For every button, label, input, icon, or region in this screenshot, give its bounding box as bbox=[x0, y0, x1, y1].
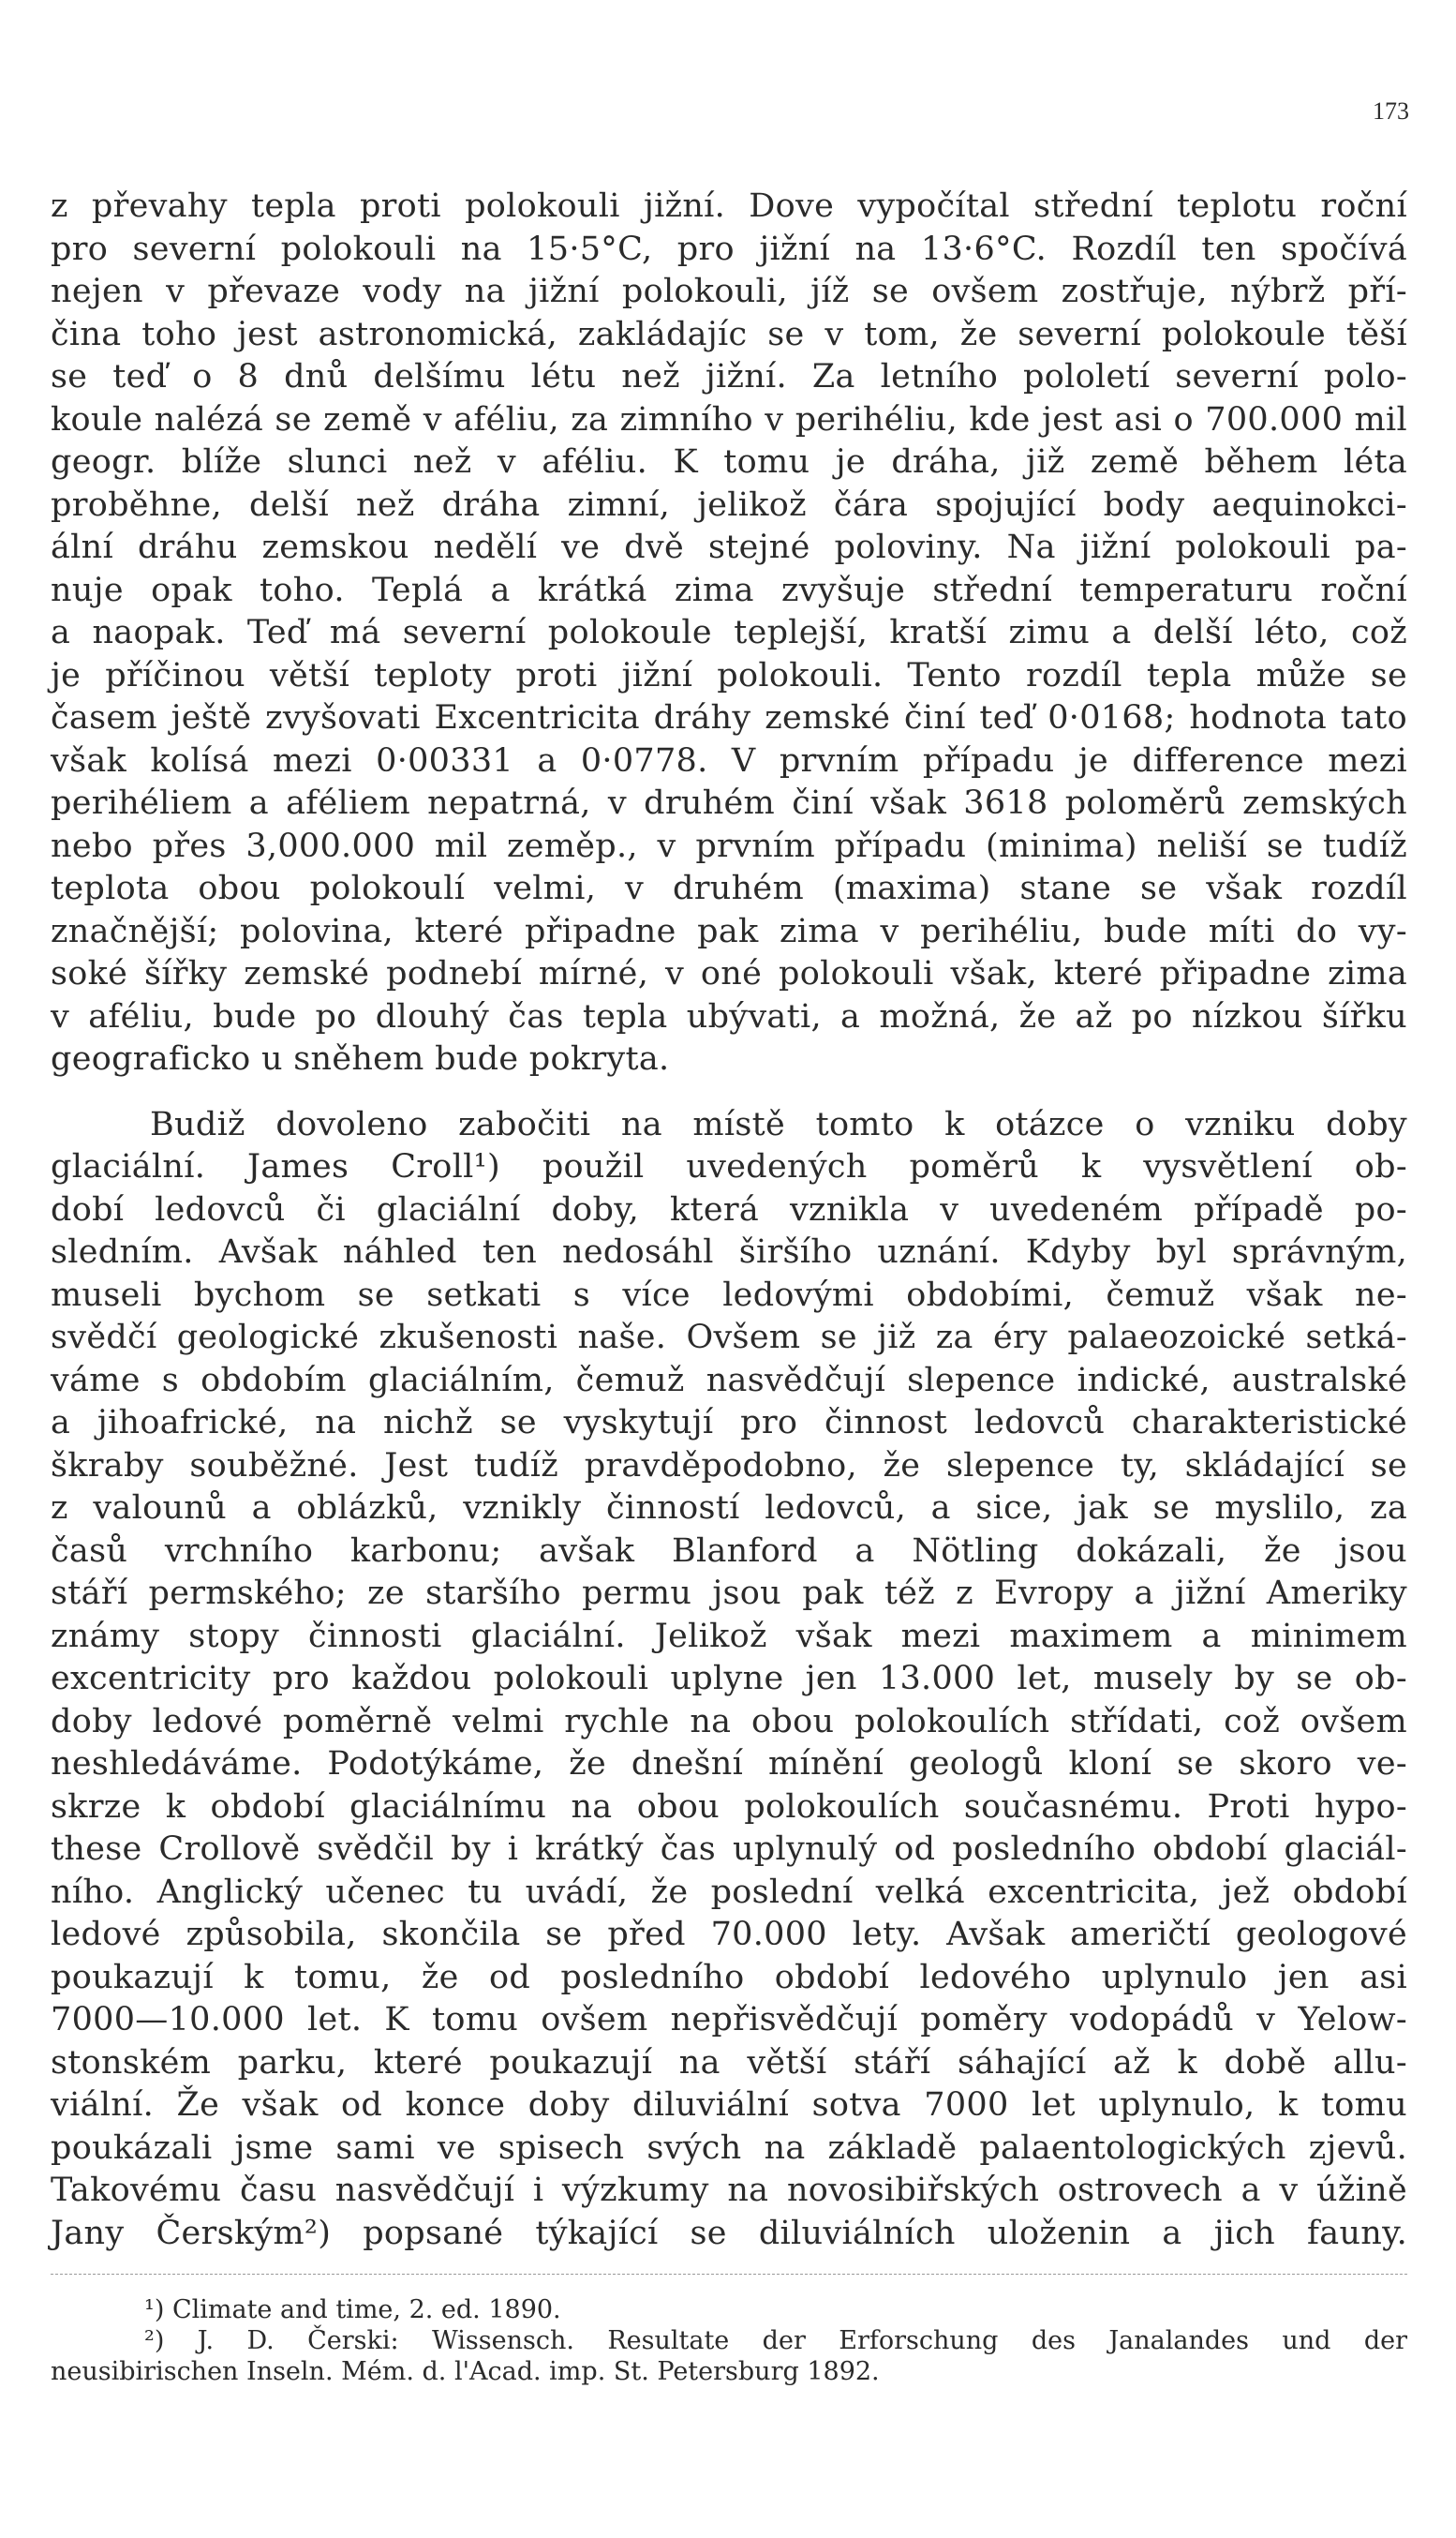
paragraph-1 bbox=[51, 186, 1407, 1082]
text-line: čina toho jest astronomická, zakládajíc se v tom, že severní polokoule těší bbox=[51, 315, 1407, 353]
text-line: váme s obdobím glaciálním, čemuž nasvědčují slepence indické, australské bbox=[51, 1361, 1407, 1399]
paragraph-2 bbox=[51, 1104, 1407, 2256]
text-line: perihéliem a aféliem nepatrná, v druhém činí však 3618 poloměrů zemských bbox=[51, 784, 1407, 822]
text-line: a naopak. Teď má severní polokoule teplejší, kratší zimu a delší léto, což bbox=[51, 614, 1407, 651]
text-line: z valounů a oblázků, vznikly činností ledovců, a sice, jak se myslilo, za bbox=[51, 1489, 1407, 1527]
text-line: časem ještě zvyšovati Excentricita dráhy zemské činí teď 0·0168; hodnota tato bbox=[51, 699, 1407, 737]
text-line: časů vrchního karbonu; avšak Blanford a Nötling dokázali, že jsou bbox=[51, 1531, 1407, 1570]
text-line: Takovému času nasvědčují i výzkumy na novosibiřských ostrovech a v úžině bbox=[51, 2172, 1407, 2209]
text-line: známy stopy činnosti glaciální. Jelikož však mezi maximem a minimem bbox=[51, 1617, 1407, 1655]
text-line: svědčí geologické zkušenosti naše. Ovšem se již za éry palaeozoické setká- bbox=[51, 1319, 1407, 1356]
text-line: Jany Čerským²) popsané týkající se diluviálních uloženin a jich fauny. bbox=[51, 2214, 1407, 2252]
text-line: doby ledové poměrně velmi rychle na obou polokoulích střídati, což ovšem bbox=[51, 1702, 1407, 1740]
text-line: geogr. blíže slunci než v aféliu. K tomu je dráha, již země během léta bbox=[51, 443, 1407, 481]
text-line: ledové způsobila, skončila se před 70.000 lety. Avšak američtí geologové bbox=[51, 1916, 1407, 1953]
text-line: geograficko u sněhem bude pokryta. bbox=[51, 1040, 670, 1078]
text-line: stáří permského; ze staršího permu jsou pak též z Evropy a jižní Ameriky bbox=[51, 1575, 1407, 1612]
text-line: poukazují k tomu, že od posledního období ledového uplynulo jen asi bbox=[51, 1958, 1407, 1996]
text-line: 7000—10.000 let. K tomu ovšem nepřisvědčují poměry vodopádů v Yelow- bbox=[51, 2001, 1407, 2038]
text-line: se teď o 8 dnů delšímu létu než jižní. Za letního pololetí severní polo- bbox=[51, 358, 1407, 396]
text-line: stonském parku, které poukazují na větší stáří sáhající až k době allu- bbox=[51, 2043, 1407, 2082]
text-line: nuje opak toho. Teplá a krátká zima zvyšuje střední temperaturu roční bbox=[51, 571, 1407, 609]
text-line: excentricity pro každou polokouli uplyne jen 13.000 let, musely by se ob- bbox=[51, 1660, 1407, 1697]
footnote-2-continued: neusibirischen Inseln. Mém. d. l'Acad. imp. St. Petersburg 1892. bbox=[51, 2357, 880, 2386]
footnote-divider bbox=[51, 2274, 1407, 2275]
text-line: museli bychom se setkati s více ledovými obdobími, čemuž však ne- bbox=[51, 1276, 1407, 1314]
text-line: Budiž dovoleno zabočiti na místě tomto k otázce o vzniku doby bbox=[150, 1105, 1407, 1143]
text-line: skrze k období glaciálnímu na obou polokoulích současnému. Proti hypo- bbox=[51, 1787, 1407, 1826]
text-line: dobí ledovců či glaciální doby, která vznikla v uvedeném případě po- bbox=[51, 1190, 1407, 1229]
footnote-2: ²) J. D. Čerski: Wissensch. Resultate der Erforschung des Janalandes und der bbox=[144, 2326, 1407, 2355]
text-line: je příčinou větší teploty proti jižní polokouli. Tento rozdíl tepla může se bbox=[51, 656, 1407, 694]
text-line: v aféliu, bude po dlouhý čas tepla ubývati, a možná, že až po nízkou šířku bbox=[51, 997, 1407, 1036]
text-line: soké šířky zemské podnebí mírné, v oné polokouli však, které připadne zima bbox=[51, 955, 1407, 993]
body-text bbox=[51, 186, 1407, 2255]
page-number: 173 bbox=[1373, 97, 1409, 125]
text-line: proběhne, delší než dráha zimní, jelikož čára spojující body aequinokci- bbox=[51, 485, 1407, 524]
text-line: ální dráhu zemskou nedělí ve dvě stejné poloviny. Na jižní polokouli pa- bbox=[51, 529, 1407, 566]
text-line: sledním. Avšak náhled ten nedosáhl širšího uznání. Kdyby byl správným, bbox=[51, 1233, 1407, 1271]
text-line: viální. Že však od konce doby diluviální sotva 7000 let uplynulo, k tomu bbox=[51, 2086, 1407, 2124]
text-line: značnější; polovina, které připadne pak zima v perihéliu, bude míti do vy- bbox=[51, 912, 1407, 950]
text-line: z převahy tepla proti polokouli jižní. Dove vypočítal střední teplotu roční bbox=[51, 187, 1407, 225]
footnote-1: ¹) Climate and time, 2. ed. 1890. bbox=[144, 2295, 561, 2324]
text-line: škraby souběžné. Jest tudíž pravděpodobno, že slepence ty, skládající se bbox=[51, 1446, 1407, 1485]
text-line: these Crollově svědčil by i krátký čas uplynulý od posledního období glaciál- bbox=[51, 1830, 1407, 1868]
text-line: ního. Anglický učenec tu uvádí, že poslední velká excentricita, jež období bbox=[51, 1873, 1407, 1911]
text-line: nejen v převaze vody na jižní polokouli, jíž se ovšem zostřuje, nýbrž pří- bbox=[51, 273, 1407, 310]
text-line: neshledáváme. Podotýkáme, že dnešní mínění geologů kloní se skoro ve- bbox=[51, 1745, 1407, 1783]
text-line: glaciální. James Croll¹) použil uvedených poměrů k vysvětlení ob- bbox=[51, 1148, 1407, 1186]
text-line: a jihoafrické, na nichž se vyskytují pro činnost ledovců charakteristické bbox=[51, 1404, 1407, 1441]
text-line: teplota obou polokoulí velmi, v druhém (maxima) stane se však rozdíl bbox=[51, 870, 1407, 907]
text-line: poukázali jsme sami ve spisech svých na základě palaentologických zjevů. bbox=[51, 2128, 1407, 2167]
text-line: pro severní polokouli na 15·5°C, pro jižní na 13·6°C. Rozdíl ten spočívá bbox=[51, 230, 1407, 268]
text-line: však kolísá mezi 0·00331 a 0·0778. V prvním případu je difference mezi bbox=[51, 741, 1407, 780]
text-line: nebo přes 3,000.000 mil zeměp., v prvním případu (minima) neliší se tudíž bbox=[51, 827, 1407, 865]
text-line: koule nalézá se země v aféliu, za zimního v perihéliu, kde jest asi o 700.000 mil bbox=[51, 400, 1407, 439]
footnotes bbox=[51, 2294, 1407, 2387]
